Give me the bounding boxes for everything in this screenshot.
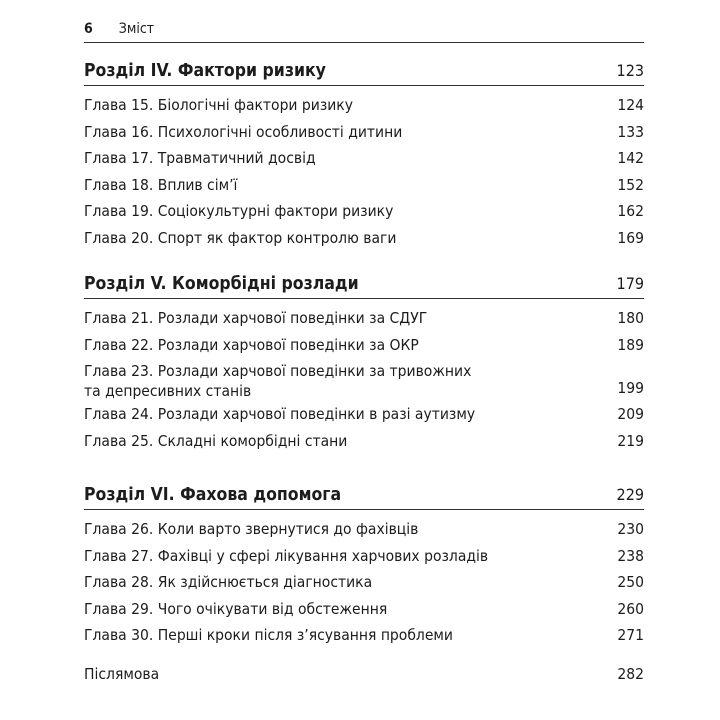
section-title: Розділ VI. Фахова допомога xyxy=(84,485,342,505)
toc-entry xyxy=(84,225,644,252)
section-page: 123 xyxy=(616,61,644,80)
chapter-title: Глава 29. Чого очікувати від обстеження xyxy=(84,599,388,618)
chapter-title: Глава 22. Розлади харчової поведінки за ОКР xyxy=(84,335,419,354)
section-title: Розділ V. Коморбідні розлади xyxy=(84,274,359,294)
section-heading xyxy=(84,57,644,86)
chapter-title: Глава 24. Розлади харчової поведінки в разі аутизму xyxy=(84,405,476,423)
toc-entry xyxy=(84,622,644,649)
toc-entry xyxy=(84,358,644,401)
chapter-page: 124 xyxy=(617,96,644,114)
chapter-title: Глава 19. Соціокультурні фактори ризику xyxy=(84,202,394,220)
section-page: 229 xyxy=(616,485,644,504)
chapter-page: 169 xyxy=(617,228,644,247)
chapter-title: Глава 23. Розлади харчової поведінки за тривожних та депресивних станів xyxy=(84,362,472,400)
section-heading xyxy=(84,481,644,510)
chapter-title: Глава 17. Травматичний досвід xyxy=(84,149,316,167)
chapter-page: 250 xyxy=(617,573,644,591)
chapter-page: 238 xyxy=(617,546,644,565)
afterword-page: 282 xyxy=(617,665,644,683)
toc-page xyxy=(84,0,644,720)
toc-entry xyxy=(84,198,644,225)
toc-entry xyxy=(84,543,644,570)
section-v xyxy=(84,270,644,454)
toc-entry xyxy=(84,172,644,199)
page-number: 6 xyxy=(84,21,93,37)
toc-entry xyxy=(84,428,644,455)
chapter-title: Глава 26. Коли варто звернутися до фахівців xyxy=(84,520,419,538)
chapter-page: 142 xyxy=(617,149,644,167)
section-heading xyxy=(84,270,644,299)
section-vi xyxy=(84,481,644,649)
chapter-title: Глава 15. Біологічні фактори ризику xyxy=(84,96,353,114)
chapter-page: 133 xyxy=(617,122,644,141)
chapter-page: 180 xyxy=(617,309,644,327)
chapter-page: 230 xyxy=(617,520,644,538)
chapter-page: 260 xyxy=(617,599,644,618)
toc-entry xyxy=(84,92,644,119)
header-rule xyxy=(84,42,644,43)
toc-entry xyxy=(84,119,644,146)
afterword-entry xyxy=(84,661,644,687)
chapter-page: 219 xyxy=(617,431,644,450)
chapter-page: 271 xyxy=(617,626,644,644)
section-page: 179 xyxy=(616,274,644,293)
chapter-page: 199 xyxy=(617,378,644,397)
section-iv xyxy=(84,57,644,251)
chapter-page: 162 xyxy=(617,202,644,220)
chapter-page: 152 xyxy=(617,175,644,194)
chapter-title: Глава 25. Складні коморбідні стани xyxy=(84,431,348,450)
chapter-title: Глава 28. Як здійснюється діагностика xyxy=(84,573,373,591)
toc-entry xyxy=(84,145,644,172)
toc-entry xyxy=(84,332,644,359)
chapter-title: Глава 30. Перші кроки після з’ясування проблеми xyxy=(84,626,453,644)
section-title: Розділ IV. Фактори ризику xyxy=(84,61,326,81)
toc-entry xyxy=(84,569,644,596)
chapter-page: 209 xyxy=(617,405,644,423)
chapter-title: Глава 18. Вплив сім’ї xyxy=(84,175,238,194)
chapter-title: Глава 21. Розлади харчової поведінки за СДУГ xyxy=(84,309,428,327)
toc-entry xyxy=(84,401,644,428)
afterword-title: Післямова xyxy=(84,665,160,683)
chapter-title: Глава 16. Психологічні особливості дитини xyxy=(84,122,403,141)
chapter-title: Глава 20. Спорт як фактор контролю ваги xyxy=(84,228,397,247)
toc-entry xyxy=(84,596,644,623)
toc-entry xyxy=(84,516,644,543)
chapter-title: Глава 27. Фахівці у сфері лікування харчових розладів xyxy=(84,546,489,565)
running-title: Зміст xyxy=(118,21,155,37)
chapter-page: 189 xyxy=(617,335,644,354)
toc-entry xyxy=(84,305,644,332)
running-head xyxy=(84,20,644,38)
